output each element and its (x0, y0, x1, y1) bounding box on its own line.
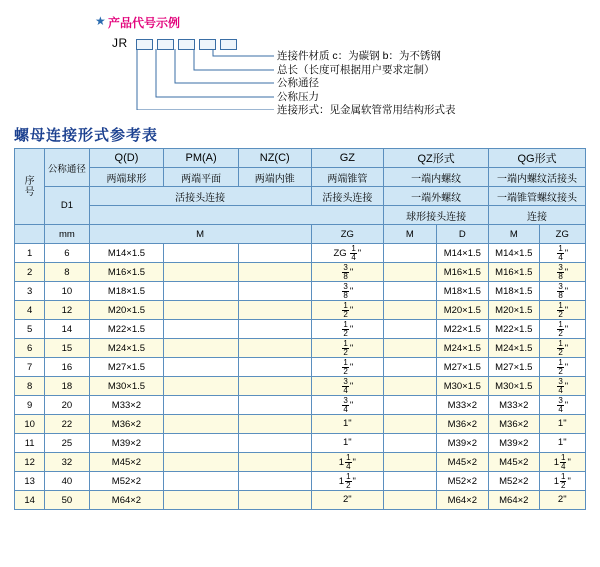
legend-note: 公称通径 (277, 77, 319, 90)
subheader-qz-ball: 球形接头连接 (384, 206, 489, 225)
cell-qz-d: M52×2 (436, 472, 488, 491)
cell-pm (164, 472, 239, 491)
cell-q: M64×2 (89, 491, 164, 510)
col-header-gz: GZ (311, 149, 384, 168)
table-row (15, 396, 586, 415)
cell-qz-m (384, 263, 436, 282)
cell-gz: $\frac{1}{2}$ " (311, 358, 384, 377)
cell-dn: 20 (45, 396, 89, 415)
cell-pm (164, 453, 239, 472)
cell-q: M39×2 (89, 434, 164, 453)
cell-gz: $\frac{1}{2}$ " (311, 320, 384, 339)
cell-gz: 2" (311, 491, 384, 510)
nut-connection-table-wrapper (14, 148, 586, 510)
cell-qz-d: M30×1.5 (436, 377, 488, 396)
table-row (15, 415, 586, 434)
unit-qg-zg: ZG (539, 225, 586, 244)
cell-dn: 32 (45, 453, 89, 472)
code-prefix: JR (112, 36, 128, 50)
cell-qz-m (384, 301, 436, 320)
cell-dn: 14 (45, 320, 89, 339)
cell-qz-d: M36×2 (436, 415, 488, 434)
cell-qz-d: M24×1.5 (436, 339, 488, 358)
cell-qg-zg: $\frac{1}{4}$ " (539, 244, 586, 263)
col-header-dn: 公称通径 (45, 149, 89, 187)
header-row-4 (15, 206, 586, 225)
table-row (15, 472, 586, 491)
cell-qg-m: M33×2 (489, 396, 539, 415)
cell-gz: 1" (311, 434, 384, 453)
cell-pm (164, 396, 239, 415)
cell-qg-m: M20×1.5 (489, 301, 539, 320)
table-row (15, 358, 586, 377)
subheader-nz: 两端内锥 (238, 168, 311, 187)
table-row (15, 282, 586, 301)
cell-gz: 1 $\frac{1}{4}$ " (311, 453, 384, 472)
cell-pm (164, 377, 239, 396)
unit-qz-d: D (436, 225, 488, 244)
cell-qg-m: M16×1.5 (489, 263, 539, 282)
subheader-qz-external: 一端外螺纹 (384, 187, 489, 206)
legend-note: 连接形式：见金属软管常用结构形式表 (277, 104, 456, 117)
cell-qg-m: M14×1.5 (489, 244, 539, 263)
cell-seq: 5 (15, 320, 45, 339)
cell-qg-m: M30×1.5 (489, 377, 539, 396)
col-header-nz: NZ(C) (238, 149, 311, 168)
cell-nz (238, 358, 311, 377)
col-header-q: Q(D) (89, 149, 164, 168)
cell-pm (164, 358, 239, 377)
cell-dn: 6 (45, 244, 89, 263)
cell-pm (164, 339, 239, 358)
cell-dn: 16 (45, 358, 89, 377)
cell-seq: 13 (15, 472, 45, 491)
unit-qz-m: M (384, 225, 436, 244)
cell-qz-m (384, 415, 436, 434)
cell-qz-m (384, 396, 436, 415)
cell-dn: 8 (45, 263, 89, 282)
cell-qz-d: M14×1.5 (436, 244, 488, 263)
subheader-qg-connect: 连接 (489, 206, 586, 225)
cell-qg-zg: 1 $\frac{1}{2}$ " (539, 472, 586, 491)
code-box (136, 39, 153, 50)
code-box (157, 39, 174, 50)
cell-q: M16×1.5 (89, 263, 164, 282)
table-body (15, 244, 586, 510)
cell-qz-m (384, 377, 436, 396)
table-row (15, 491, 586, 510)
cell-q: M33×2 (89, 396, 164, 415)
cell-nz (238, 244, 311, 263)
cell-gz: $\frac{3}{8}$ " (311, 263, 384, 282)
cell-dn: 22 (45, 415, 89, 434)
cell-q: M27×1.5 (89, 358, 164, 377)
subheader-qg-taper: 一端锥管螺纹接头 (489, 187, 586, 206)
cell-dn: 50 (45, 491, 89, 510)
cell-nz (238, 434, 311, 453)
subheader-gz-union: 活接头连接 (311, 187, 384, 206)
unit-zg: ZG (311, 225, 384, 244)
cell-seq: 3 (15, 282, 45, 301)
product-code-legend (0, 0, 600, 117)
cell-gz: 1 $\frac{1}{2}$ " (311, 472, 384, 491)
cell-qz-d: M22×1.5 (436, 320, 488, 339)
subheader-qg: 一端内螺纹活接头 (489, 168, 586, 187)
code-box (178, 39, 195, 50)
subheader-qz: 一端内螺纹 (384, 168, 489, 187)
unit-qg-m: M (489, 225, 539, 244)
cell-qz-d: M64×2 (436, 491, 488, 510)
cell-nz (238, 491, 311, 510)
unit-mm: mm (45, 225, 89, 244)
code-box (220, 39, 237, 50)
cell-pm (164, 320, 239, 339)
col-header-pm: PM(A) (164, 149, 239, 168)
subheader-gz: 两端锥管 (311, 168, 384, 187)
cell-qg-zg: 1" (539, 434, 586, 453)
col-header-qz: QZ形式 (384, 149, 489, 168)
cell-qg-zg: $\frac{3}{8}$ " (539, 282, 586, 301)
subheader-pm: 两端平面 (164, 168, 239, 187)
legend-notes (277, 50, 456, 118)
cell-nz (238, 263, 311, 282)
cell-pm (164, 491, 239, 510)
header-row-1 (15, 149, 586, 168)
cell-nz (238, 301, 311, 320)
cell-q: M30×1.5 (89, 377, 164, 396)
star-icon: ★ (95, 14, 106, 28)
cell-seq: 4 (15, 301, 45, 320)
cell-q: M22×1.5 (89, 320, 164, 339)
table-row (15, 263, 586, 282)
cell-qg-zg: $\frac{3}{4}$ " (539, 377, 586, 396)
cell-qz-d: M20×1.5 (436, 301, 488, 320)
cell-qg-zg: $\frac{1}{2}$ " (539, 320, 586, 339)
cell-qg-zg: $\frac{1}{2}$ " (539, 339, 586, 358)
subheader-union-connection: 活接头连接 (89, 187, 311, 206)
cell-qz-d: M33×2 (436, 396, 488, 415)
legend-note: 连接件材质 c：为碳钢 b：为不锈钢 (277, 50, 441, 62)
cell-seq: 9 (15, 396, 45, 415)
cell-pm (164, 244, 239, 263)
cell-pm (164, 301, 239, 320)
cell-nz (238, 282, 311, 301)
cell-nz (238, 396, 311, 415)
cell-qz-m (384, 339, 436, 358)
cell-pm (164, 434, 239, 453)
cell-qg-m: M36×2 (489, 415, 539, 434)
cell-pm (164, 263, 239, 282)
cell-q: M14×1.5 (89, 244, 164, 263)
cell-qg-zg: 1 $\frac{1}{4}$ " (539, 453, 586, 472)
cell-seq: 6 (15, 339, 45, 358)
cell-nz (238, 377, 311, 396)
cell-gz: 1" (311, 415, 384, 434)
code-box (199, 39, 216, 50)
cell-q: M52×2 (89, 472, 164, 491)
legend-note: 公称压力 (277, 90, 319, 103)
cell-dn: 25 (45, 434, 89, 453)
cell-qg-zg: 2" (539, 491, 586, 510)
subheader-blank (89, 206, 384, 225)
cell-qz-m (384, 358, 436, 377)
cell-q: M36×2 (89, 415, 164, 434)
cell-qz-m (384, 434, 436, 453)
cell-qz-d: M16×1.5 (436, 263, 488, 282)
table-row (15, 377, 586, 396)
cell-seq: 7 (15, 358, 45, 377)
cell-qz-m (384, 320, 436, 339)
header-row-units (15, 225, 586, 244)
header-row-2 (15, 168, 586, 187)
table-head (15, 149, 586, 244)
cell-qg-zg: $\frac{3}{4}$ " (539, 396, 586, 415)
table-row (15, 453, 586, 472)
cell-qz-m (384, 282, 436, 301)
cell-gz: ZG $\frac{1}{4}$ " (311, 244, 384, 263)
cell-qg-zg: $\frac{3}{8}$ " (539, 263, 586, 282)
cell-seq: 10 (15, 415, 45, 434)
cell-qg-zg: $\frac{1}{2}$ " (539, 358, 586, 377)
cell-qg-zg: 1" (539, 415, 586, 434)
cell-nz (238, 320, 311, 339)
cell-qz-d: M45×2 (436, 453, 488, 472)
cell-nz (238, 472, 311, 491)
col-header-qg: QG形式 (489, 149, 586, 168)
cell-seq: 11 (15, 434, 45, 453)
legend-note: 总长（长度可根据用户要求定制） (277, 63, 435, 76)
cell-q: M18×1.5 (89, 282, 164, 301)
cell-qg-zg: $\frac{1}{2}$ " (539, 301, 586, 320)
cell-qg-m: M24×1.5 (489, 339, 539, 358)
cell-q: M45×2 (89, 453, 164, 472)
subheader-q: 两端球形 (89, 168, 164, 187)
cell-nz (238, 339, 311, 358)
cell-q: M20×1.5 (89, 301, 164, 320)
cell-seq: 2 (15, 263, 45, 282)
cell-qz-m (384, 472, 436, 491)
cell-gz: $\frac{3}{4}$ " (311, 377, 384, 396)
page-title: 螺母连接形式参考表 (14, 127, 159, 144)
table-row (15, 339, 586, 358)
unit-seq (15, 225, 45, 244)
cell-qg-m: M64×2 (489, 491, 539, 510)
table-row (15, 320, 586, 339)
cell-qz-m (384, 453, 436, 472)
header-row-3 (15, 187, 586, 206)
table-row (15, 434, 586, 453)
cell-seq: 1 (15, 244, 45, 263)
cell-pm (164, 282, 239, 301)
cell-qg-m: M22×1.5 (489, 320, 539, 339)
cell-qg-m: M39×2 (489, 434, 539, 453)
cell-gz: $\frac{1}{2}$ " (311, 339, 384, 358)
cell-q: M24×1.5 (89, 339, 164, 358)
cell-gz: $\frac{3}{4}$ " (311, 396, 384, 415)
unit-m: M (89, 225, 311, 244)
cell-qz-d: M27×1.5 (436, 358, 488, 377)
cell-gz: $\frac{1}{2}$ " (311, 301, 384, 320)
cell-seq: 8 (15, 377, 45, 396)
cell-qg-m: M18×1.5 (489, 282, 539, 301)
cell-qz-d: M18×1.5 (436, 282, 488, 301)
cell-qg-m: M45×2 (489, 453, 539, 472)
cell-dn: 15 (45, 339, 89, 358)
table-row (15, 244, 586, 263)
cell-seq: 14 (15, 491, 45, 510)
cell-qz-m (384, 491, 436, 510)
cell-seq: 12 (15, 453, 45, 472)
cell-gz: $\frac{3}{8}$ " (311, 282, 384, 301)
legend-title: 产品代号示例 (108, 16, 181, 30)
col-header-seq: 序 号 (15, 149, 45, 225)
subheader-d1: D1 (45, 187, 89, 225)
cell-qz-m (384, 244, 436, 263)
cell-nz (238, 415, 311, 434)
table-row (15, 301, 586, 320)
cell-nz (238, 453, 311, 472)
nut-connection-table (14, 148, 586, 510)
cell-dn: 18 (45, 377, 89, 396)
cell-qg-m: M52×2 (489, 472, 539, 491)
cell-qz-d: M39×2 (436, 434, 488, 453)
cell-pm (164, 415, 239, 434)
cell-dn: 10 (45, 282, 89, 301)
cell-dn: 12 (45, 301, 89, 320)
cell-qg-m: M27×1.5 (489, 358, 539, 377)
code-boxes (136, 39, 237, 50)
cell-dn: 40 (45, 472, 89, 491)
